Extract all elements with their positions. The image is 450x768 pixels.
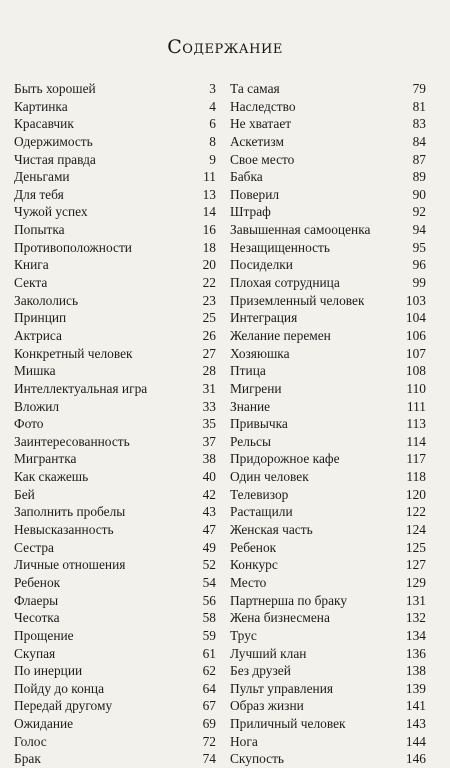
toc-entry <box>230 539 426 557</box>
toc-entry-page-number: 118 <box>406 469 426 485</box>
toc-entry-page-number: 8 <box>209 133 216 149</box>
toc-entry <box>230 98 426 116</box>
toc-entry-title: Чесотка <box>14 610 60 626</box>
toc-entry-page-number: 25 <box>202 310 216 326</box>
toc-entry-page-number: 14 <box>202 204 216 220</box>
toc-entry-title: Трус <box>230 627 257 643</box>
toc-entry-title: Партнерша по браку <box>230 592 348 608</box>
toc-entry-page-number: 143 <box>405 716 426 732</box>
toc-entry-page-number: 3 <box>209 81 216 96</box>
toc-entry-page-number: 113 <box>406 416 426 432</box>
toc-entry-page-number: 83 <box>412 116 426 132</box>
toc-entry <box>14 715 216 733</box>
toc-entry-title: Хозяюшка <box>230 345 290 361</box>
toc-entry <box>14 186 216 204</box>
toc-entry-title: Интеллектуальная игра <box>14 380 148 396</box>
toc-entry <box>14 345 216 363</box>
toc-right-column <box>230 80 426 768</box>
toc-entry-page-number: 89 <box>412 169 426 185</box>
toc-entry <box>14 380 216 398</box>
toc-entry-title: Брак <box>14 751 41 767</box>
toc-entry <box>230 733 426 751</box>
toc-entry-title: Желание перемен <box>230 327 331 343</box>
toc-entry-page-number: 129 <box>405 574 426 590</box>
toc-entry-title: Пойду до конца <box>14 680 105 696</box>
toc-entry <box>14 468 216 486</box>
toc-entry-title: Приличный человек <box>230 716 346 732</box>
toc-entry <box>14 450 216 468</box>
toc-entry-title: Мишка <box>14 363 56 379</box>
toc-entry <box>14 151 216 169</box>
toc-entry-title: Без друзей <box>230 663 291 679</box>
toc-entry-page-number: 37 <box>202 433 216 449</box>
toc-entry <box>230 115 426 133</box>
toc-entry-title: Фото <box>14 416 44 432</box>
toc-entry <box>230 151 426 169</box>
toc-entry <box>14 292 216 310</box>
toc-entry-page-number: 136 <box>405 645 426 661</box>
toc-entry <box>14 415 216 433</box>
toc-entry <box>230 239 426 257</box>
toc-entry <box>230 521 426 539</box>
toc-entry-title: Попытка <box>14 222 65 238</box>
toc-entry-title: Поверил <box>230 186 280 202</box>
toc-entry-title: Нога <box>230 733 258 749</box>
toc-entry-page-number: 81 <box>412 98 426 114</box>
toc-entry-title: Быть хорошей <box>14 81 96 96</box>
toc-entry <box>14 609 216 627</box>
toc-entry-title: Рельсы <box>230 433 271 449</box>
toc-entry <box>230 415 426 433</box>
toc-entry <box>14 627 216 645</box>
toc-entry <box>14 662 216 680</box>
toc-entry <box>14 503 216 521</box>
toc-entry-title: Скупость <box>230 751 285 767</box>
toc-entry-page-number: 42 <box>202 486 216 502</box>
toc-entry <box>230 398 426 416</box>
toc-entry-title: Свое место <box>230 151 295 167</box>
toc-entry <box>14 574 216 592</box>
toc-entry-title: Знание <box>230 398 271 414</box>
toc-entry-page-number: 58 <box>202 610 216 626</box>
toc-entry <box>14 680 216 698</box>
toc-entry-title: Мигрени <box>230 380 282 396</box>
toc-entry-title: Передай другому <box>14 698 113 714</box>
toc-entry <box>14 733 216 751</box>
toc-entry-page-number: 125 <box>405 539 426 555</box>
toc-entry-page-number: 18 <box>202 239 216 255</box>
toc-entry-page-number: 114 <box>406 433 426 449</box>
toc-entry-page-number: 111 <box>406 398 426 414</box>
toc-entry-page-number: 49 <box>202 539 216 555</box>
toc-entry-title: Одержимость <box>14 133 93 149</box>
toc-entry <box>230 345 426 363</box>
toc-entry-title: Как скажешь <box>14 469 89 485</box>
toc-entry-title: Книга <box>14 257 49 273</box>
toc-entry-title: Птица <box>230 363 266 379</box>
toc-entry-page-number: 74 <box>202 751 216 767</box>
toc-entry-title: Женская часть <box>230 522 313 538</box>
toc-entry <box>230 362 426 380</box>
toc-entry-page-number: 23 <box>202 292 216 308</box>
toc-entry <box>14 398 216 416</box>
toc-entry-title: Ожидание <box>14 716 74 732</box>
toc-entry-title: Посиделки <box>230 257 293 273</box>
toc-entry-page-number: 144 <box>405 733 426 749</box>
toc-entry <box>230 221 426 239</box>
toc-entry-page-number: 40 <box>202 469 216 485</box>
toc-entry-page-number: 99 <box>412 275 426 291</box>
toc-entry-page-number: 16 <box>202 222 216 238</box>
toc-entry <box>230 256 426 274</box>
toc-entry <box>230 468 426 486</box>
toc-entry-title: Не хватает <box>230 116 292 132</box>
toc-entry <box>230 80 426 98</box>
toc-entry <box>230 609 426 627</box>
toc-entry <box>230 133 426 151</box>
toc-entry <box>14 433 216 451</box>
toc-entry-title: Прощение <box>14 627 74 643</box>
toc-entry <box>14 274 216 292</box>
toc-entry-title: Вложил <box>14 398 60 414</box>
toc-entry-title: Флаеры <box>14 592 59 608</box>
toc-entry-title: Образ жизни <box>230 698 304 714</box>
toc-entry-title: Та самая <box>230 81 280 96</box>
toc-entry-page-number: 35 <box>202 416 216 432</box>
toc-entry-page-number: 127 <box>405 557 426 573</box>
toc-entry-page-number: 9 <box>209 151 216 167</box>
toc-entry-page-number: 138 <box>405 663 426 679</box>
toc-entry-page-number: 94 <box>412 222 426 238</box>
toc-entry <box>230 556 426 574</box>
toc-entry-title: Секта <box>14 275 48 291</box>
toc-entry <box>230 592 426 610</box>
toc-entry-title: Лучший клан <box>230 645 307 661</box>
toc-entry-page-number: 56 <box>202 592 216 608</box>
toc-entry <box>230 186 426 204</box>
toc-entry-page-number: 131 <box>405 592 426 608</box>
toc-entry-title: Придорожное кафе <box>230 451 340 467</box>
toc-entry-page-number: 4 <box>209 98 216 114</box>
toc-entry-title: Бабка <box>230 169 263 185</box>
toc-entry-page-number: 64 <box>202 680 216 696</box>
toc-entry-page-number: 28 <box>202 363 216 379</box>
toc-entry <box>230 327 426 345</box>
toc-entry <box>14 556 216 574</box>
toc-entry-page-number: 62 <box>202 663 216 679</box>
toc-entry-page-number: 13 <box>202 186 216 202</box>
toc-entry-page-number: 90 <box>412 186 426 202</box>
toc-entry-title: Конкретный человек <box>14 345 133 361</box>
toc-entry <box>14 203 216 221</box>
toc-entry <box>230 450 426 468</box>
toc-entry-page-number: 84 <box>412 133 426 149</box>
toc-entry <box>230 574 426 592</box>
toc-entry <box>230 750 426 768</box>
toc-entry <box>14 168 216 186</box>
toc-entry <box>14 115 216 133</box>
toc-entry-page-number: 26 <box>202 327 216 343</box>
toc-entry <box>14 133 216 151</box>
toc-entry-page-number: 43 <box>202 504 216 520</box>
toc-entry-title: Один человек <box>230 469 309 485</box>
toc-entry-page-number: 110 <box>406 380 426 396</box>
toc-entry-title: Телевизор <box>230 486 289 502</box>
toc-entry <box>230 203 426 221</box>
toc-entry-page-number: 120 <box>405 486 426 502</box>
toc-entry-title: Незащищенность <box>230 239 331 255</box>
toc-entry-page-number: 11 <box>203 169 216 185</box>
toc-entry <box>14 539 216 557</box>
toc-entry-title: Аскетизм <box>230 133 284 149</box>
toc-entry-page-number: 106 <box>405 327 426 343</box>
toc-entry-page-number: 87 <box>412 151 426 167</box>
toc-entry <box>14 80 216 98</box>
toc-entry-page-number: 132 <box>405 610 426 626</box>
toc-entry-title: Штраф <box>230 204 271 220</box>
toc-left-column <box>14 80 216 768</box>
toc-entry-title: Красавчик <box>14 116 74 132</box>
toc-entry <box>230 503 426 521</box>
toc-entry-page-number: 92 <box>412 204 426 220</box>
toc-entry <box>14 239 216 257</box>
toc-entry <box>14 327 216 345</box>
toc-entry <box>14 592 216 610</box>
toc-entry-title: Сестра <box>14 539 54 555</box>
toc-entry-page-number: 33 <box>202 398 216 414</box>
toc-entry-title: Чужой успех <box>14 204 88 220</box>
toc-entry <box>230 274 426 292</box>
toc-entry <box>230 715 426 733</box>
toc-entry-page-number: 31 <box>202 380 216 396</box>
toc-entry-title: Ребенок <box>230 539 277 555</box>
toc-entry <box>14 256 216 274</box>
toc-entry-title: Завышенная самооценка <box>230 222 371 238</box>
toc-entry-page-number: 141 <box>405 698 426 714</box>
toc-entry-page-number: 96 <box>412 257 426 273</box>
toc-entry-title: Принцип <box>14 310 67 326</box>
toc-entry <box>14 521 216 539</box>
toc-entry-title: Интеграция <box>230 310 298 326</box>
toc-entry <box>14 309 216 327</box>
toc-entry-page-number: 52 <box>202 557 216 573</box>
toc-entry <box>230 309 426 327</box>
toc-entry-title: Скупая <box>14 645 56 661</box>
toc-entry <box>230 486 426 504</box>
toc-entry-title: Ребенок <box>14 574 61 590</box>
toc-entry-page-number: 61 <box>202 645 216 661</box>
toc-entry <box>14 697 216 715</box>
toc-entry-title: Для тебя <box>14 186 64 202</box>
toc-entry <box>230 662 426 680</box>
toc-entry <box>230 645 426 663</box>
toc-entry-title: Противоположности <box>14 239 132 255</box>
toc-entry <box>230 697 426 715</box>
toc-entry-title: Заполнить пробелы <box>14 504 126 520</box>
toc-entry-page-number: 27 <box>202 345 216 361</box>
toc-entry <box>14 645 216 663</box>
toc-entry-title: Плохая сотрудница <box>230 275 340 291</box>
toc-entry-title: По инерции <box>14 663 83 679</box>
toc-entry-page-number: 146 <box>405 751 426 767</box>
toc-entry-page-number: 54 <box>202 574 216 590</box>
toc-entry <box>14 221 216 239</box>
toc-entry-page-number: 95 <box>412 239 426 255</box>
toc-entry <box>230 433 426 451</box>
toc-entry-page-number: 47 <box>202 522 216 538</box>
toc-entry-title: Деньгами <box>14 169 70 185</box>
toc-entry <box>230 627 426 645</box>
toc-entry-title: Конкурс <box>230 557 278 573</box>
toc-entry-page-number: 72 <box>202 733 216 749</box>
toc-entry-page-number: 79 <box>412 81 426 96</box>
toc-entry-page-number: 67 <box>202 698 216 714</box>
toc-entry-title: Чистая правда <box>14 151 96 167</box>
toc-entry-title: Картинка <box>14 98 68 114</box>
toc-entry-page-number: 134 <box>405 627 426 643</box>
toc-entry-title: Пульт управления <box>230 680 334 696</box>
toc-entry-title: Закололись <box>14 292 79 308</box>
toc-entry-page-number: 59 <box>202 627 216 643</box>
toc-entry-title: Заинтересованность <box>14 433 130 449</box>
toc-entry <box>14 98 216 116</box>
toc-entry-page-number: 108 <box>405 363 426 379</box>
toc-entry-page-number: 139 <box>405 680 426 696</box>
toc-entry-title: Место <box>230 574 267 590</box>
toc-entry <box>230 680 426 698</box>
toc-entry-title: Бей <box>14 486 35 502</box>
toc-entry-title: Наследство <box>230 98 296 114</box>
toc-entry <box>230 292 426 310</box>
toc-entry <box>14 750 216 768</box>
toc-entry <box>230 380 426 398</box>
toc-entry-page-number: 122 <box>405 504 426 520</box>
toc-entry-page-number: 38 <box>202 451 216 467</box>
toc-entry-page-number: 69 <box>202 716 216 732</box>
toc-entry-title: Привычка <box>230 416 288 432</box>
toc-entry-title: Актриса <box>14 327 62 343</box>
toc-entry <box>14 362 216 380</box>
toc-entry <box>230 168 426 186</box>
toc-entry-title: Приземленный человек <box>230 292 365 308</box>
toc-entry-page-number: 107 <box>405 345 426 361</box>
toc-entry-page-number: 103 <box>405 292 426 308</box>
toc-entry-page-number: 20 <box>202 257 216 273</box>
toc-entry-page-number: 22 <box>202 275 216 291</box>
toc-entry-title: Голос <box>14 733 47 749</box>
toc-entry-title: Личные отношения <box>14 557 126 573</box>
toc-entry-page-number: 117 <box>406 451 426 467</box>
toc-entry-page-number: 6 <box>209 116 216 132</box>
page-title: Содержание <box>167 36 283 58</box>
toc-entry-title: Жена бизнесмена <box>230 610 330 626</box>
toc-entry-page-number: 104 <box>405 310 426 326</box>
toc-entry <box>14 486 216 504</box>
toc-entry-title: Мигрантка <box>14 451 77 467</box>
toc-entry-page-number: 124 <box>405 522 426 538</box>
toc-entry-title: Растащили <box>230 504 293 520</box>
toc-entry-title: Невысказанность <box>14 522 114 538</box>
